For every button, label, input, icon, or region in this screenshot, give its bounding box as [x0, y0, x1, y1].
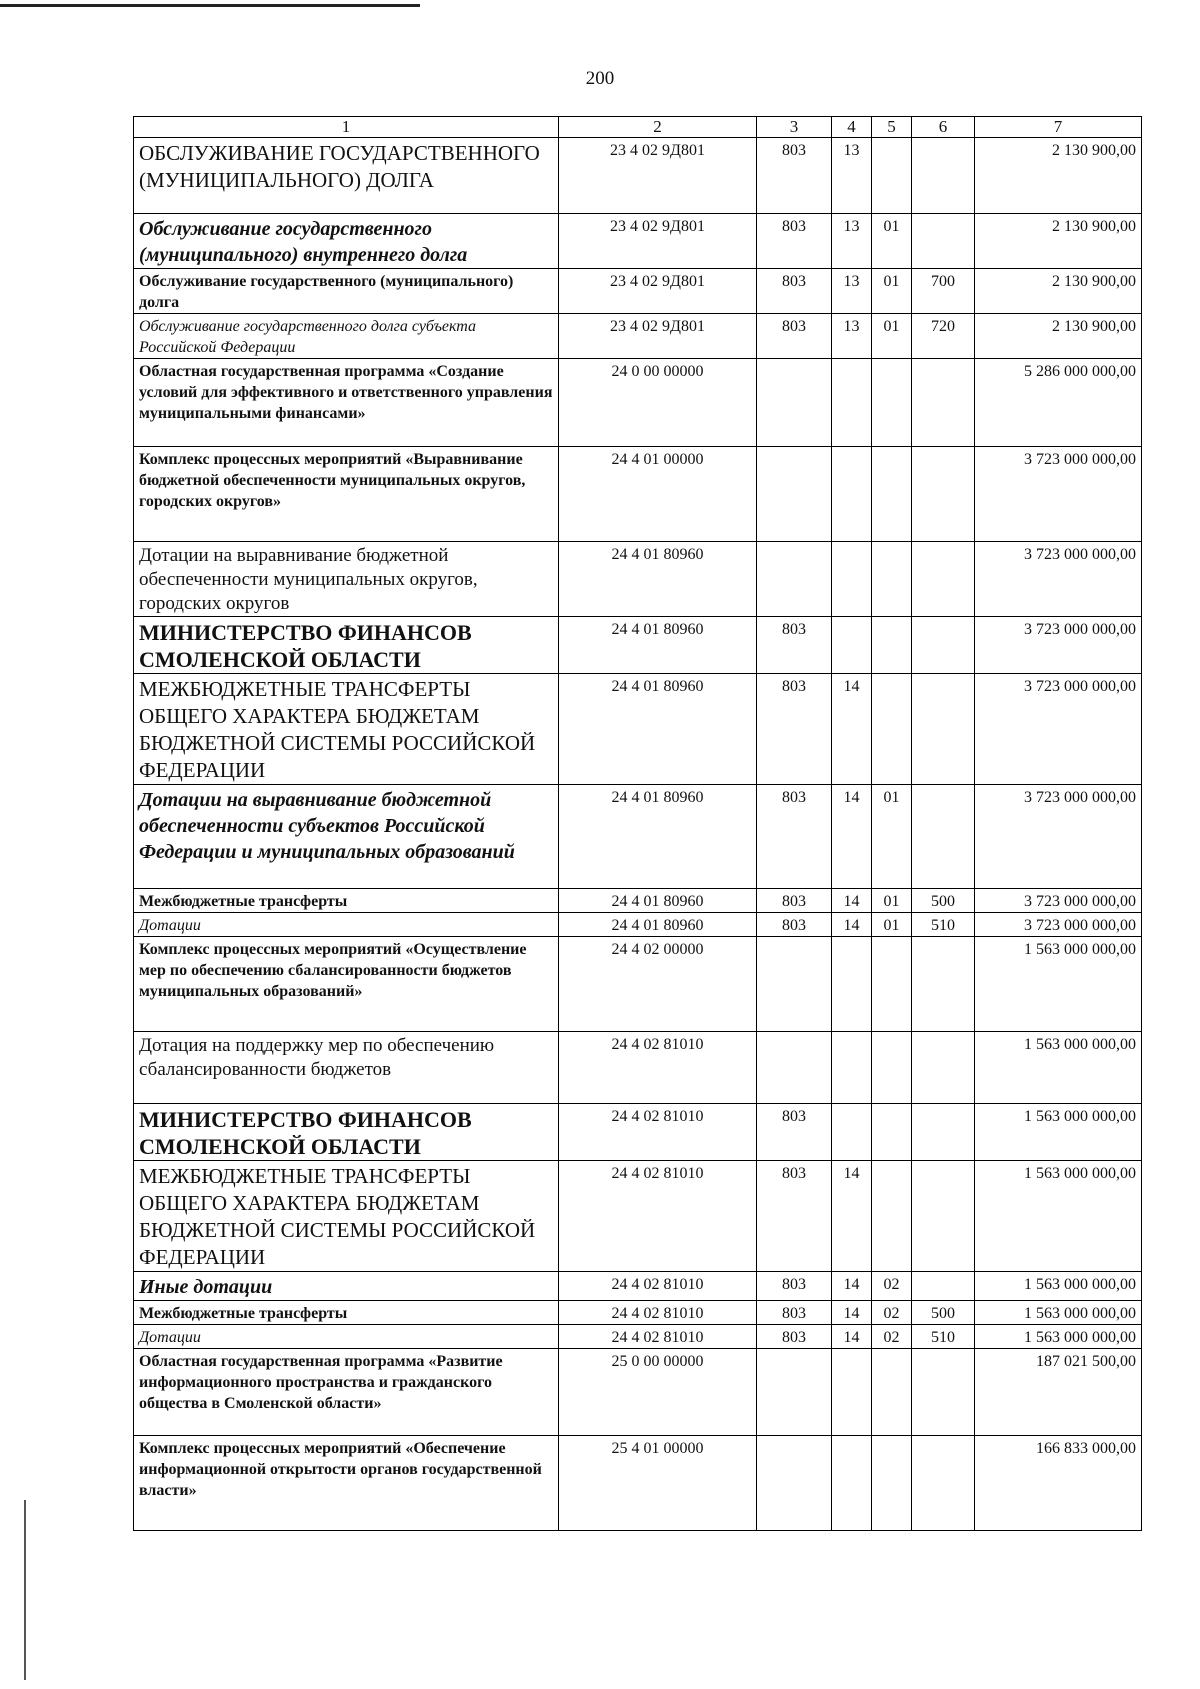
section-cell — [832, 1032, 872, 1104]
target-code-cell: 24 4 02 81010 — [559, 1032, 757, 1104]
section-cell: 13 — [832, 138, 872, 214]
ministry-code-cell — [757, 1032, 832, 1104]
subsection-cell — [872, 447, 912, 542]
amount-cell: 187 021 500,00 — [975, 1349, 1142, 1436]
amount-cell: 2 130 900,00 — [975, 214, 1142, 269]
amount-cell: 3 723 000 000,00 — [975, 447, 1142, 542]
expense-type-cell: 700 — [912, 269, 975, 314]
ministry-code-cell: 803 — [757, 214, 832, 269]
table-row — [134, 913, 1142, 937]
scan-edge-line — [0, 4, 420, 7]
amount-cell: 5 286 000 000,00 — [975, 359, 1142, 447]
header-cell: 5 — [872, 117, 912, 138]
section-cell — [832, 447, 872, 542]
subsection-cell: 02 — [872, 1272, 912, 1301]
section-cell — [832, 1436, 872, 1531]
ministry-code-cell: 803 — [757, 1301, 832, 1325]
amount-cell: 1 563 000 000,00 — [975, 1104, 1142, 1161]
table-row — [134, 785, 1142, 889]
target-code-cell: 24 4 01 80960 — [559, 674, 757, 785]
target-code-cell: 24 4 02 00000 — [559, 937, 757, 1032]
expense-type-cell — [912, 138, 975, 214]
section-cell: 14 — [832, 1301, 872, 1325]
budget-table — [133, 116, 1142, 1531]
expense-type-cell: 510 — [912, 1325, 975, 1349]
row-name-cell: Дотации — [134, 1325, 559, 1349]
section-cell — [832, 1104, 872, 1161]
target-code-cell: 23 4 02 9Д801 — [559, 138, 757, 214]
expense-type-cell — [912, 1104, 975, 1161]
ministry-code-cell: 803 — [757, 1272, 832, 1301]
subsection-cell: 01 — [872, 269, 912, 314]
section-cell: 14 — [832, 1272, 872, 1301]
expense-type-cell: 500 — [912, 1301, 975, 1325]
target-code-cell: 25 0 00 00000 — [559, 1349, 757, 1436]
table-row — [134, 1349, 1142, 1436]
ministry-code-cell — [757, 1436, 832, 1531]
table-row — [134, 937, 1142, 1032]
subsection-cell — [872, 674, 912, 785]
table-row — [134, 1272, 1142, 1301]
section-cell: 14 — [832, 913, 872, 937]
row-name-cell: МЕЖБЮДЖЕТНЫЕ ТРАНСФЕРТЫ ОБЩЕГО ХАРАКТЕРА БЮДЖЕТАМ БЮДЖЕТНОЙ СИСТЕМЫ РОССИЙСКОЙ ФЕДЕРАЦИИ — [134, 1161, 559, 1272]
target-code-cell: 24 0 00 00000 — [559, 359, 757, 447]
subsection-cell — [872, 542, 912, 617]
subsection-cell: 01 — [872, 889, 912, 913]
expense-type-cell — [912, 617, 975, 674]
ministry-code-cell — [757, 359, 832, 447]
subsection-cell — [872, 1104, 912, 1161]
ministry-code-cell: 803 — [757, 314, 832, 359]
table-row — [134, 1032, 1142, 1104]
subsection-cell: 01 — [872, 913, 912, 937]
amount-cell: 1 563 000 000,00 — [975, 1325, 1142, 1349]
expense-type-cell — [912, 359, 975, 447]
header-cell: 1 — [134, 117, 559, 138]
subsection-cell — [872, 1349, 912, 1436]
target-code-cell: 24 4 01 80960 — [559, 889, 757, 913]
row-name-cell: Областная государственная программа «Развитие информационного пространства и гражданского общества в Смоленской области» — [134, 1349, 559, 1436]
row-name-cell: Областная государственная программа «Создание условий для эффективного и ответственного управления муниципальными финансами» — [134, 359, 559, 447]
table-row — [134, 214, 1142, 269]
row-name-cell: Дотации — [134, 913, 559, 937]
table-row — [134, 1325, 1142, 1349]
table-row — [134, 617, 1142, 674]
target-code-cell: 23 4 02 9Д801 — [559, 314, 757, 359]
target-code-cell: 24 4 01 80960 — [559, 785, 757, 889]
section-cell — [832, 542, 872, 617]
row-name-cell: Дотация на поддержку мер по обеспечению сбалансированности бюджетов — [134, 1032, 559, 1104]
table-row — [134, 1104, 1142, 1161]
amount-cell: 1 563 000 000,00 — [975, 1032, 1142, 1104]
amount-cell: 2 130 900,00 — [975, 138, 1142, 214]
target-code-cell: 24 4 02 81010 — [559, 1272, 757, 1301]
ministry-code-cell — [757, 937, 832, 1032]
ministry-code-cell — [757, 447, 832, 542]
expense-type-cell: 500 — [912, 889, 975, 913]
amount-cell: 1 563 000 000,00 — [975, 1272, 1142, 1301]
ministry-code-cell: 803 — [757, 1325, 832, 1349]
ministry-code-cell: 803 — [757, 785, 832, 889]
subsection-cell — [872, 1436, 912, 1531]
expense-type-cell — [912, 674, 975, 785]
table-row — [134, 889, 1142, 913]
subsection-cell — [872, 138, 912, 214]
expense-type-cell — [912, 1349, 975, 1436]
row-name-cell: Комплекс процессных мероприятий «Выравнивание бюджетной обеспеченности муниципальных округов, городских округов» — [134, 447, 559, 542]
row-name-cell: МИНИСТЕРСТВО ФИНАНСОВ СМОЛЕНСКОЙ ОБЛАСТИ — [134, 617, 559, 674]
subsection-cell: 01 — [872, 785, 912, 889]
header-cell: 7 — [975, 117, 1142, 138]
amount-cell: 1 563 000 000,00 — [975, 1161, 1142, 1272]
expense-type-cell — [912, 214, 975, 269]
target-code-cell: 24 4 01 80960 — [559, 542, 757, 617]
section-cell: 14 — [832, 1325, 872, 1349]
section-cell: 14 — [832, 674, 872, 785]
subsection-cell: 01 — [872, 314, 912, 359]
amount-cell: 3 723 000 000,00 — [975, 913, 1142, 937]
target-code-cell: 24 4 02 81010 — [559, 1161, 757, 1272]
amount-cell: 2 130 900,00 — [975, 269, 1142, 314]
amount-cell: 3 723 000 000,00 — [975, 617, 1142, 674]
header-cell: 4 — [832, 117, 872, 138]
page-number: 200 — [585, 68, 615, 89]
row-name-cell: Межбюджетные трансферты — [134, 1301, 559, 1325]
amount-cell: 1 563 000 000,00 — [975, 937, 1142, 1032]
section-cell: 14 — [832, 889, 872, 913]
section-cell: 14 — [832, 1161, 872, 1272]
row-name-cell: Комплекс процессных мероприятий «Обеспечение информационной открытости органов государственной власти» — [134, 1436, 559, 1531]
ministry-code-cell: 803 — [757, 674, 832, 785]
subsection-cell: 01 — [872, 214, 912, 269]
header-cell: 2 — [559, 117, 757, 138]
table-row — [134, 1161, 1142, 1272]
section-cell: 14 — [832, 785, 872, 889]
ministry-code-cell — [757, 542, 832, 617]
row-name-cell: Межбюджетные трансферты — [134, 889, 559, 913]
expense-type-cell — [912, 785, 975, 889]
target-code-cell: 25 4 01 00000 — [559, 1436, 757, 1531]
target-code-cell: 23 4 02 9Д801 — [559, 214, 757, 269]
table-row — [134, 447, 1142, 542]
header-cell: 3 — [757, 117, 832, 138]
section-cell — [832, 937, 872, 1032]
row-name-cell: Дотации на выравнивание бюджетной обеспеченности субъектов Российской Федерации и муниципальных образований — [134, 785, 559, 889]
target-code-cell: 24 4 01 00000 — [559, 447, 757, 542]
ministry-code-cell: 803 — [757, 269, 832, 314]
subsection-cell: 02 — [872, 1301, 912, 1325]
row-name-cell: МИНИСТЕРСТВО ФИНАНСОВ СМОЛЕНСКОЙ ОБЛАСТИ — [134, 1104, 559, 1161]
section-cell: 13 — [832, 269, 872, 314]
expense-type-cell — [912, 1272, 975, 1301]
subsection-cell — [872, 359, 912, 447]
amount-cell: 2 130 900,00 — [975, 314, 1142, 359]
table-row — [134, 359, 1142, 447]
table-header-row — [134, 117, 1142, 138]
expense-type-cell: 510 — [912, 913, 975, 937]
row-name-cell: Комплекс процессных мероприятий «Осуществление мер по обеспечению сбалансированности бюджетов муниципальных образований» — [134, 937, 559, 1032]
ministry-code-cell: 803 — [757, 889, 832, 913]
ministry-code-cell: 803 — [757, 1104, 832, 1161]
ministry-code-cell: 803 — [757, 1161, 832, 1272]
expense-type-cell — [912, 542, 975, 617]
row-name-cell: ОБСЛУЖИВАНИЕ ГОСУДАРСТВЕННОГО (МУНИЦИПАЛЬНОГО) ДОЛГА — [134, 138, 559, 214]
ministry-code-cell — [757, 1349, 832, 1436]
table-row — [134, 1301, 1142, 1325]
table-row — [134, 542, 1142, 617]
table-row — [134, 314, 1142, 359]
expense-type-cell: 720 — [912, 314, 975, 359]
table-row — [134, 674, 1142, 785]
expense-type-cell — [912, 447, 975, 542]
subsection-cell — [872, 1161, 912, 1272]
target-code-cell: 24 4 02 81010 — [559, 1104, 757, 1161]
section-cell: 13 — [832, 214, 872, 269]
ministry-code-cell: 803 — [757, 138, 832, 214]
section-cell — [832, 617, 872, 674]
row-name-cell: Обслуживание государственного долга субъекта Российской Федерации — [134, 314, 559, 359]
amount-cell: 3 723 000 000,00 — [975, 889, 1142, 913]
target-code-cell: 23 4 02 9Д801 — [559, 269, 757, 314]
amount-cell: 166 833 000,00 — [975, 1436, 1142, 1531]
expense-type-cell — [912, 937, 975, 1032]
expense-type-cell — [912, 1032, 975, 1104]
target-code-cell: 24 4 02 81010 — [559, 1325, 757, 1349]
row-name-cell: МЕЖБЮДЖЕТНЫЕ ТРАНСФЕРТЫ ОБЩЕГО ХАРАКТЕРА БЮДЖЕТАМ БЮДЖЕТНОЙ СИСТЕМЫ РОССИЙСКОЙ ФЕДЕРАЦИИ — [134, 674, 559, 785]
amount-cell: 3 723 000 000,00 — [975, 785, 1142, 889]
ministry-code-cell: 803 — [757, 913, 832, 937]
row-name-cell: Иные дотации — [134, 1272, 559, 1301]
row-name-cell: Обслуживание государственного (муниципального) внутреннего долга — [134, 214, 559, 269]
subsection-cell: 02 — [872, 1325, 912, 1349]
amount-cell: 3 723 000 000,00 — [975, 542, 1142, 617]
amount-cell: 3 723 000 000,00 — [975, 674, 1142, 785]
expense-type-cell — [912, 1161, 975, 1272]
table-row — [134, 138, 1142, 214]
section-cell — [832, 1349, 872, 1436]
scan-margin-line — [24, 1500, 26, 1680]
subsection-cell — [872, 1032, 912, 1104]
row-name-cell: Обслуживание государственного (муниципального) долга — [134, 269, 559, 314]
header-cell: 6 — [912, 117, 975, 138]
ministry-code-cell: 803 — [757, 617, 832, 674]
section-cell — [832, 359, 872, 447]
subsection-cell — [872, 937, 912, 1032]
subsection-cell — [872, 617, 912, 674]
target-code-cell: 24 4 01 80960 — [559, 617, 757, 674]
target-code-cell: 24 4 01 80960 — [559, 913, 757, 937]
expense-type-cell — [912, 1436, 975, 1531]
target-code-cell: 24 4 02 81010 — [559, 1301, 757, 1325]
table-row — [134, 269, 1142, 314]
table-row — [134, 1436, 1142, 1531]
amount-cell: 1 563 000 000,00 — [975, 1301, 1142, 1325]
row-name-cell: Дотации на выравнивание бюджетной обеспеченности муниципальных округов, городских округов — [134, 542, 559, 617]
section-cell: 13 — [832, 314, 872, 359]
